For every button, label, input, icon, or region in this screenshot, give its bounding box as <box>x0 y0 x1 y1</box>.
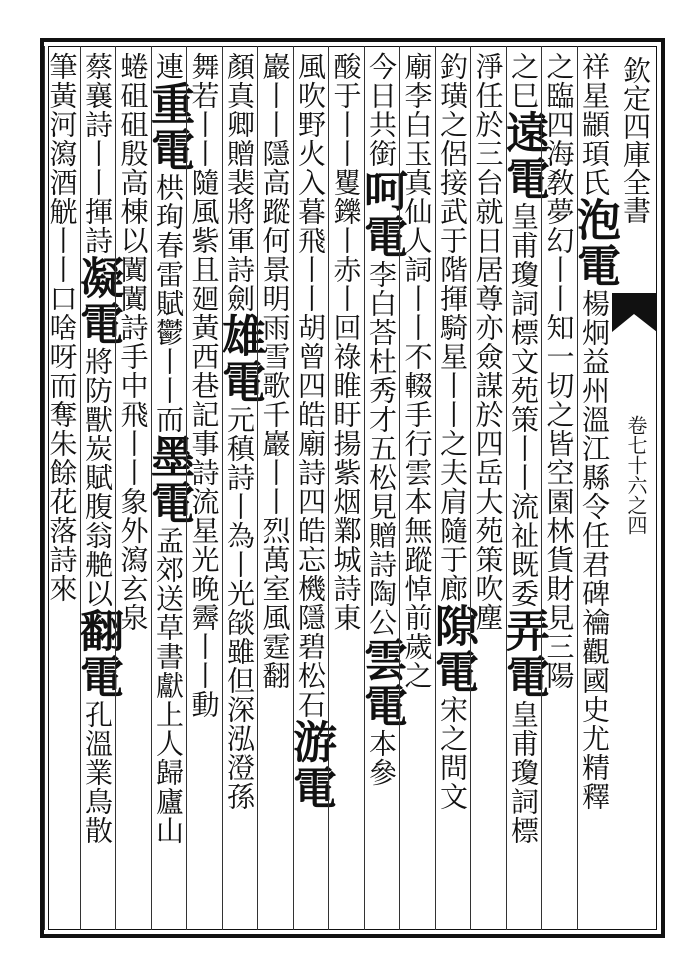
column-rule <box>257 46 258 930</box>
column-text: 悼前歲之 <box>400 574 434 690</box>
column-text: 孔溫業鳥散 <box>81 700 114 845</box>
column-text: 之巳 <box>507 52 540 110</box>
entry-heading: 凝電 <box>72 255 123 347</box>
column-text: 顏真卿贈裴將軍詩劍 <box>223 52 256 313</box>
column-text: 巖丨丨隱高蹤何景明雨雪歌千巖丨丨烈萬室風霆翻 <box>258 52 292 690</box>
text-column <box>214 52 265 927</box>
column-rule <box>541 46 542 930</box>
column-rule <box>399 46 400 930</box>
column-rule <box>80 46 81 930</box>
column-rule <box>186 46 187 930</box>
entry-heading: 泡電 <box>569 197 620 289</box>
entry-heading: 呵電 <box>356 168 407 260</box>
book-title: 欽定四庫全書 <box>619 56 652 224</box>
column-rule <box>44 46 45 930</box>
column-text: 祥星顓頊氏 <box>578 52 611 197</box>
text-column <box>143 52 194 927</box>
column-rule <box>328 46 329 930</box>
column-text: 大苑策吹塵 <box>471 487 505 632</box>
column-text: 之臨四海 <box>542 52 576 168</box>
entry-heading: 弄電 <box>498 608 549 700</box>
entry-heading: 墨電 <box>143 434 194 526</box>
entry-heading: 雄電 <box>214 313 265 405</box>
column-text: 敎夢幻丨丨知一切之皆空園林貨財見三陽 <box>542 168 576 690</box>
column-rule <box>115 46 116 930</box>
text-column <box>498 52 549 927</box>
column-rule <box>470 46 471 930</box>
column-text: 宋之問文 <box>436 695 469 811</box>
column-text: 廟李白玉真仙人詞丨丨不輟手行雲本無蹤 <box>400 52 434 574</box>
entry-heading: 雲電 <box>356 637 407 729</box>
column-text: 鄴城詩東 <box>329 516 363 632</box>
text-column <box>257 52 293 927</box>
text-column <box>569 52 620 927</box>
column-text: 孟郊送草書獻上人歸廬山 <box>152 526 185 845</box>
column-text: 舞若丨丨隨風紫且廻 <box>187 52 221 313</box>
column-rule <box>506 46 507 930</box>
column-rule <box>222 46 223 930</box>
column-rule <box>364 46 365 930</box>
fishtail-notch-icon <box>612 302 657 332</box>
column-text: 黃西巷記事詩流星光晚霽丨丨動 <box>187 313 221 719</box>
column-text: 丨丨口啥呀而奪朱 <box>45 226 79 458</box>
entry-heading: 遠電 <box>498 110 549 202</box>
column-text: 詩手中飛丨丨象外瀉玄泉 <box>116 313 150 632</box>
column-text: 餘花落詩來 <box>45 458 79 603</box>
column-text: 矍鑠丨赤丨回祿睢盱揚紫烟 <box>329 168 363 516</box>
column-rule <box>151 46 152 930</box>
column-text: 砠砠殷高棟以闐闐 <box>116 81 150 313</box>
text-column <box>285 52 336 927</box>
volume-label: 卷七十六之四 <box>624 415 648 535</box>
column-text: 將防獸炭賦腹翁艴以 <box>81 347 114 608</box>
column-text: 李白荅杜秀才五松見贈詩陶公 <box>365 260 398 637</box>
text-column <box>115 52 151 927</box>
column-text: 淨 <box>471 52 505 81</box>
entry-heading: 重電 <box>143 81 194 173</box>
entry-heading: 翻電 <box>72 608 123 700</box>
text-column <box>470 52 506 927</box>
column-text: 風吹野火入暮飛丨丨胡曾四皓廟詩四皓忘機隱碧松石 <box>294 52 327 719</box>
column-text: 蔡襄詩丨丨揮詩 <box>81 52 114 255</box>
column-text: 酸于丨丨 <box>329 52 363 168</box>
column-text: 任於三台就日居尊亦僉謀於四岳 <box>471 81 505 487</box>
column-text: 皇甫瓊詞標 <box>507 700 540 845</box>
column-text: 栱珣春雷賦鬱丨丨而 <box>152 173 185 434</box>
text-column <box>44 52 80 927</box>
fishtail-mark <box>612 290 657 302</box>
column-rule <box>293 46 294 930</box>
text-column <box>356 52 407 927</box>
column-rule <box>577 46 578 930</box>
text-column <box>427 52 478 927</box>
column-text: 蜷 <box>116 52 150 81</box>
column-text: 今日共銜 <box>365 52 398 168</box>
entry-heading: 游電 <box>285 719 336 811</box>
column-text: 本參 <box>365 729 398 787</box>
column-text: 元稹詩丨為丨光燄雖但深泓澄孫 <box>223 405 256 811</box>
column-rule <box>435 46 436 930</box>
column-text: 連 <box>152 52 185 81</box>
column-text: 皇甫瓊詞標文苑策丨丨流祉既委 <box>507 202 540 608</box>
text-column <box>72 52 123 927</box>
entry-heading: 隙電 <box>427 603 478 695</box>
column-text: 楊炯益州溫江縣令任君碑禴觀國史尤精釋 <box>578 289 611 811</box>
column-text: 筆黃河瀉酒觥 <box>45 52 79 226</box>
column-text: 釣璜之侶接武于階揮騎星丨丨之夫肩隨于廊 <box>436 52 469 603</box>
